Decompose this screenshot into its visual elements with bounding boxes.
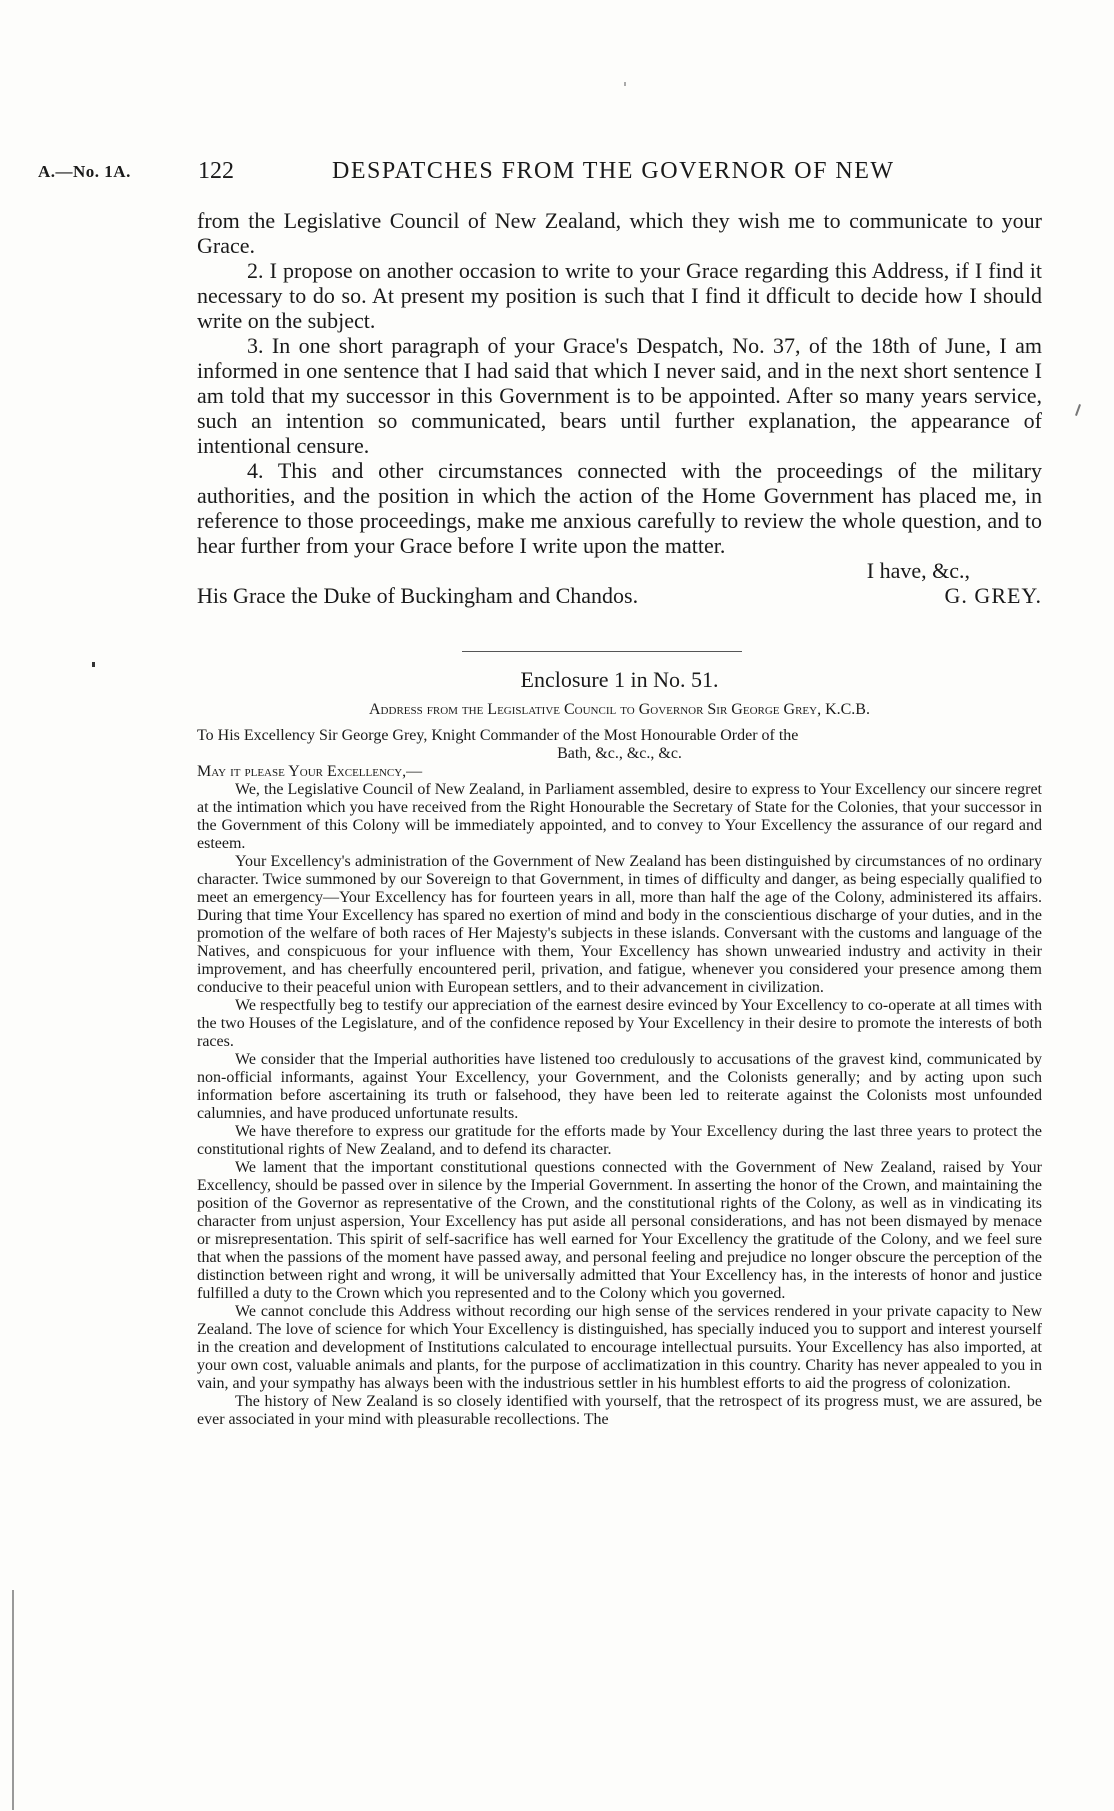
despatch-body [197,208,1042,608]
margin-mark [92,662,95,667]
address-paragraph: We cannot conclude this Address without recording our high sense of the services rendered in your private capacity to New Zealand. The love of science for which Your Excellency is distinguished, has specially induced you to support and interest yourself in the creation and development of Institutions calculated to encourage intellectual pursuits. Your Excellency has also imported, at your own cost, valuable animals and plants, for the purpose of acclimatization in this country. Charity has never appealed to you in vain, and your sympathy has always been with the industrious settler in his humblest efforts to aid the progress of colonization. [197,1303,1042,1392]
enclosure-heading: Enclosure 1 in No. 51. [520,667,719,692]
address-to-line-cont: Bath, &c., &c., &c. [557,745,682,762]
address-paragraph: We consider that the Imperial authorities have listened too credulously to accusations of the gravest kind, communicated by non-official informants, against Your Excellency, your Government, and the Colonists generally; and by acting upon such information before ascertaining its truth or falsehood, they have been led to reiterate against the Colonists most unfounded calumnies, and have produced unfortunate results. [197,1051,1042,1122]
scan-edge-line [12,1590,14,1810]
addressee-line [197,583,1042,608]
address-paragraph: We, the Legislative Council of New Zealand, in Parliament assembled, desire to express to Your Excellency our sincere regret at the intimation which you have received from the Right Honourable the Secretary of State for the Colonies, that your successor in the Government of this Colony will be immediately appointed, and to convey to Your Excellency the assurance of our regard and esteem. [197,781,1042,852]
address-body [197,727,1042,1429]
margin-mark-right [1075,404,1081,416]
address-paragraph: We respectfully beg to testify our appreciation of the earnest desire evinced by Your Excellency to co-operate at all times with the two Houses of the Legislature, and of the confidence reposed by Your Excellency in their desire to promote the interests of both races. [197,997,1042,1050]
running-title: DESPATCHES FROM THE GOVERNOR OF NEW [332,158,895,184]
despatch-paragraph-1: from the Legislative Council of New Zealand, which they wish me to communicate to your Grace. [197,208,1042,258]
address-to-line: To His Excellency Sir George Grey, Knight Commander of the Most Honourable Order of the [197,727,799,744]
address-paragraph: Your Excellency's administration of the Government of New Zealand has been distinguished by circumstances of no ordinary character. Twice summoned by our Sovereign to that Government, in times of difficulty and danger, as being especially qualified to meet an emergency—Your Excellency has for fourteen years in all, more than half the age of the Colony, administered its affairs. During that time Your Excellency has spared no exertion of mind and body in the conscientious discharge of your duties, and in the promotion of the welfare of both races of Her Majesty's subjects in these islands. Conversant with the customs and language of the Natives, and conspicuous for your influence with them, Your Excellency has shown unwearied industry and activity in their improvement, and has cheerfully encountered peril, privation, and fatigue, whenever you considered your presence among them conducive to their peaceful union with European settlers, and to their advancement in civilization. [197,853,1042,996]
address-paragraph: We have therefore to express our gratitude for the efforts made by Your Excellency during the last three years to protect the constitutional rights of New Zealand, and to defend its character. [197,1123,1042,1158]
page-number: 122 [198,158,234,184]
despatch-paragraph-2: 2. I propose on another occasion to write to your Grace regarding this Address, if I find it necessary to do so. At present my position is such that I find it dfficult to decide how I should write on the subject. [197,258,1042,333]
addressee: His Grace the Duke of Buckingham and Chandos. [197,583,639,608]
despatch-paragraph-4: 4. This and other circumstances connected with the proceedings of the military authorities, and the position in which the action of the Home Government has placed me, in reference to those proceedings, make me anxious carefully to review the whole question, and to hear further from your Grace before I write upon the matter. [197,458,1042,558]
scan-speck [624,82,626,86]
signature: G. GREY. [944,583,1042,608]
closing-formula: I have, &c., [866,558,970,583]
closing-line [197,558,1042,583]
salutation: May it please Your Excellency,— [197,763,423,780]
despatch-paragraph-3: 3. In one short paragraph of your Grace's Despatch, No. 37, of the 18th of June, I am informed in one sentence that I had said that which I never said, and in the next short sentence I am told that my successor in this Government is to be appointed. After so many years service, such an intention so communicated, bears until further explanation, the appearance of intentional censure. [197,333,1042,458]
address-paragraph: The history of New Zealand is so closely identified with yourself, that the retrospect of its progress must, we are assured, be ever associated in your mind with pleasurable recollections. The [197,1393,1042,1428]
document-reference: A.—No. 1A. [38,162,131,181]
address-heading: Address from the Legislative Council to Governor Sir George Grey, K.C.B. [369,701,870,718]
address-paragraph: We lament that the important constitutional questions connected with the Government of New Zealand, raised by Your Excellency, should be passed over in silence by the Imperial Government. In asserting the honor of the Crown, and maintaining the position of the Governor as representative of the Crown, and the constitutional rights of the Colony, as well as in vindicating its character from unjust aspersion, Your Excellency has put aside all personal considerations, and has not been dismayed by menace or misrepresentation. This spirit of self-sacrifice has well earned for Your Excellency the gratitude of the Colony, and we feel sure that when the passions of the moment have passed away, and personal feeling and prejudice no longer obscure the perception of the distinction between right and wrong, it will be universally admitted that Your Excellency has, in the interests of honor and justice fulfilled a duty to the Crown which you represented and to the Colony which you governed. [197,1159,1042,1302]
section-divider [462,651,742,652]
